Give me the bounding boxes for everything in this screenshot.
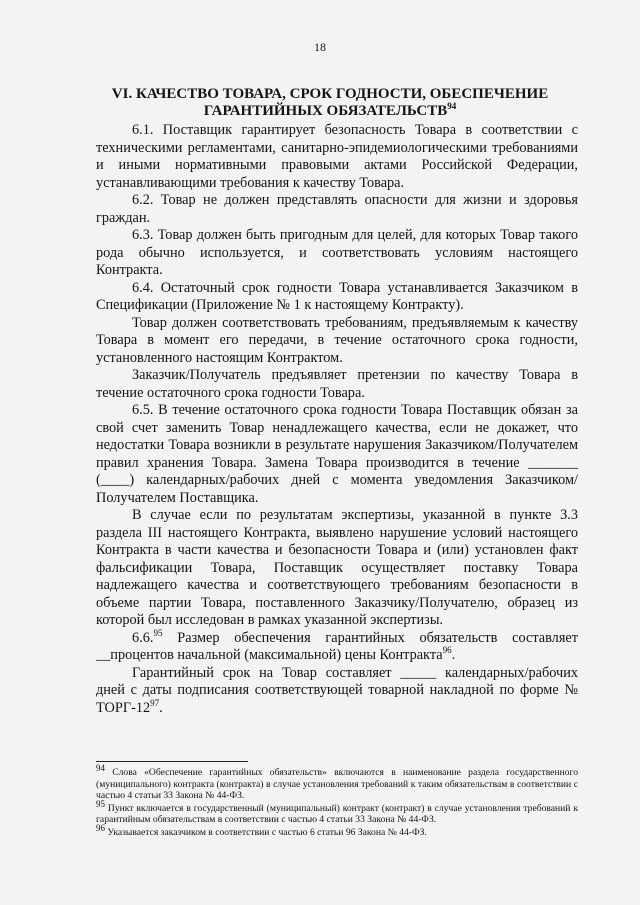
paragraph-6-4: 6.4. Остаточный срок годности Товара устанавливается Заказчиком в Спецификации (Приложение № 1 к настоящему Контракту). [96, 279, 578, 313]
section-title-line2-text: ГАРАНТИЙНЫХ ОБЯЗАТЕЛЬСТВ [203, 103, 448, 119]
footnote-95-num: 95 [96, 798, 105, 809]
footnote-96 [96, 822, 578, 839]
paragraph-warranty-end: . [159, 699, 163, 716]
paragraph-6-6-text: Размер обеспечения гарантийных обязательств составляет __процентов начальной (максимальной) цены Контракта [96, 629, 578, 663]
paragraph-6-1: 6.1. Поставщик гарантирует безопасность Товара в соответствии с техническими регламентами, санитарно-эпидемиологическими требованиями и иными нормативными правовыми актами Российской Федерации, устанавливающими требования к качеству Товара. [96, 122, 578, 191]
footnote-96-text: Указывается заказчиком в соответствии с частью 6 статьи 96 Закона № 44-ФЗ. [105, 826, 427, 838]
footnote-ref-97: 97 [150, 697, 160, 708]
footnote-94-num: 94 [96, 762, 105, 773]
section-title-line2 [96, 103, 564, 120]
paragraph-6-3: 6.3. Товар должен быть пригодным для целей, для которых Товар такого рода обычно используется, и соответствовать условиям настоящего Контракта. [96, 227, 578, 278]
footnote-96-num: 96 [96, 822, 105, 833]
section-body [96, 122, 578, 717]
paragraph-6-5: 6.5. В течение остаточного срока годности Товара Поставщик обязан за свой счет заменить Товар ненадлежащего качества, если не докажет, что недостатки Товара возникли в результате нарушения Заказчиком/Получателем правил хранения Товара. Замена Товара производится в течение _______ (____) календарных/рабочих дней с момента уведомления Заказчиком/Получателем Поставщика. [96, 402, 578, 506]
paragraph-6-6-end: . [451, 647, 456, 663]
footnotes [96, 762, 578, 840]
footnote-94 [96, 762, 578, 802]
footnote-ref-96: 96 [442, 645, 452, 656]
page-number: 18 [314, 40, 326, 54]
paragraph-expertise: В случае если по результатам экспертизы, указанной в пункте 3.3 раздела III настоящего Контракта, выявлено нарушение условий настоящего Контракта в части качества и безопасности Товара и (или) установлен факт фальсификации Товара, Поставщик осуществляет поставку Товара надлежащего качества и соответствующего требованиям безопасности в объеме партии Товара, поставленного Заказчику/Получателю, образец из которой был исследован в рамках указанной экспертизы. [96, 507, 578, 628]
footnote-95-text: Пункт включается в государственный (муниципальный) контракт (контракт) в случае установления требований к гарантийным обязательствам в соответствии с частью 4 статьи 33 Закона № 44-ФЗ. [96, 802, 578, 826]
paragraph-6-2: 6.2. Товар не должен представлять опасности для жизни и здоровья граждан. [96, 192, 578, 226]
paragraph-warranty-period [96, 665, 578, 718]
section-title-line1: VI. КАЧЕСТВО ТОВАРА, СРОК ГОДНОСТИ, ОБЕСПЕЧЕНИЕ [111, 86, 549, 102]
footnote-ref-95: 95 [153, 627, 163, 638]
footnote-separator [96, 761, 248, 762]
paragraph-6-6-num: 6.6. [132, 629, 154, 646]
paragraph-warranty-text: Гарантийный срок на Товар составляет _____ календарных/рабочих дней с даты подписания соответствующей товарной накладной по форме № ТОРГ-12 [96, 664, 578, 716]
paragraph-6-6 [96, 627, 578, 665]
footnote-ref-94: 94 [447, 101, 457, 111]
section-title [96, 86, 564, 120]
paragraph-quality-requirements: Товар должен соответствовать требованиям, предъявляемым к качеству Товара в момент его передачи, в течение остаточного срока годности, установленного настоящим Контрактом. [96, 314, 578, 366]
footnote-95 [96, 798, 578, 826]
footnote-94-text: Слова «Обеспечение гарантийных обязательств» включаются в наименование раздела государственного (муниципального) контракта (контракта) в случае установления требований к таким обязательствам в соответствии с частью 4 статьи 33 Закона № 44-ФЗ. [96, 767, 578, 802]
paragraph-claims: Заказчик/Получатель предъявляет претензии по качеству Товара в течение остаточного срока годности Товара. [96, 367, 578, 401]
